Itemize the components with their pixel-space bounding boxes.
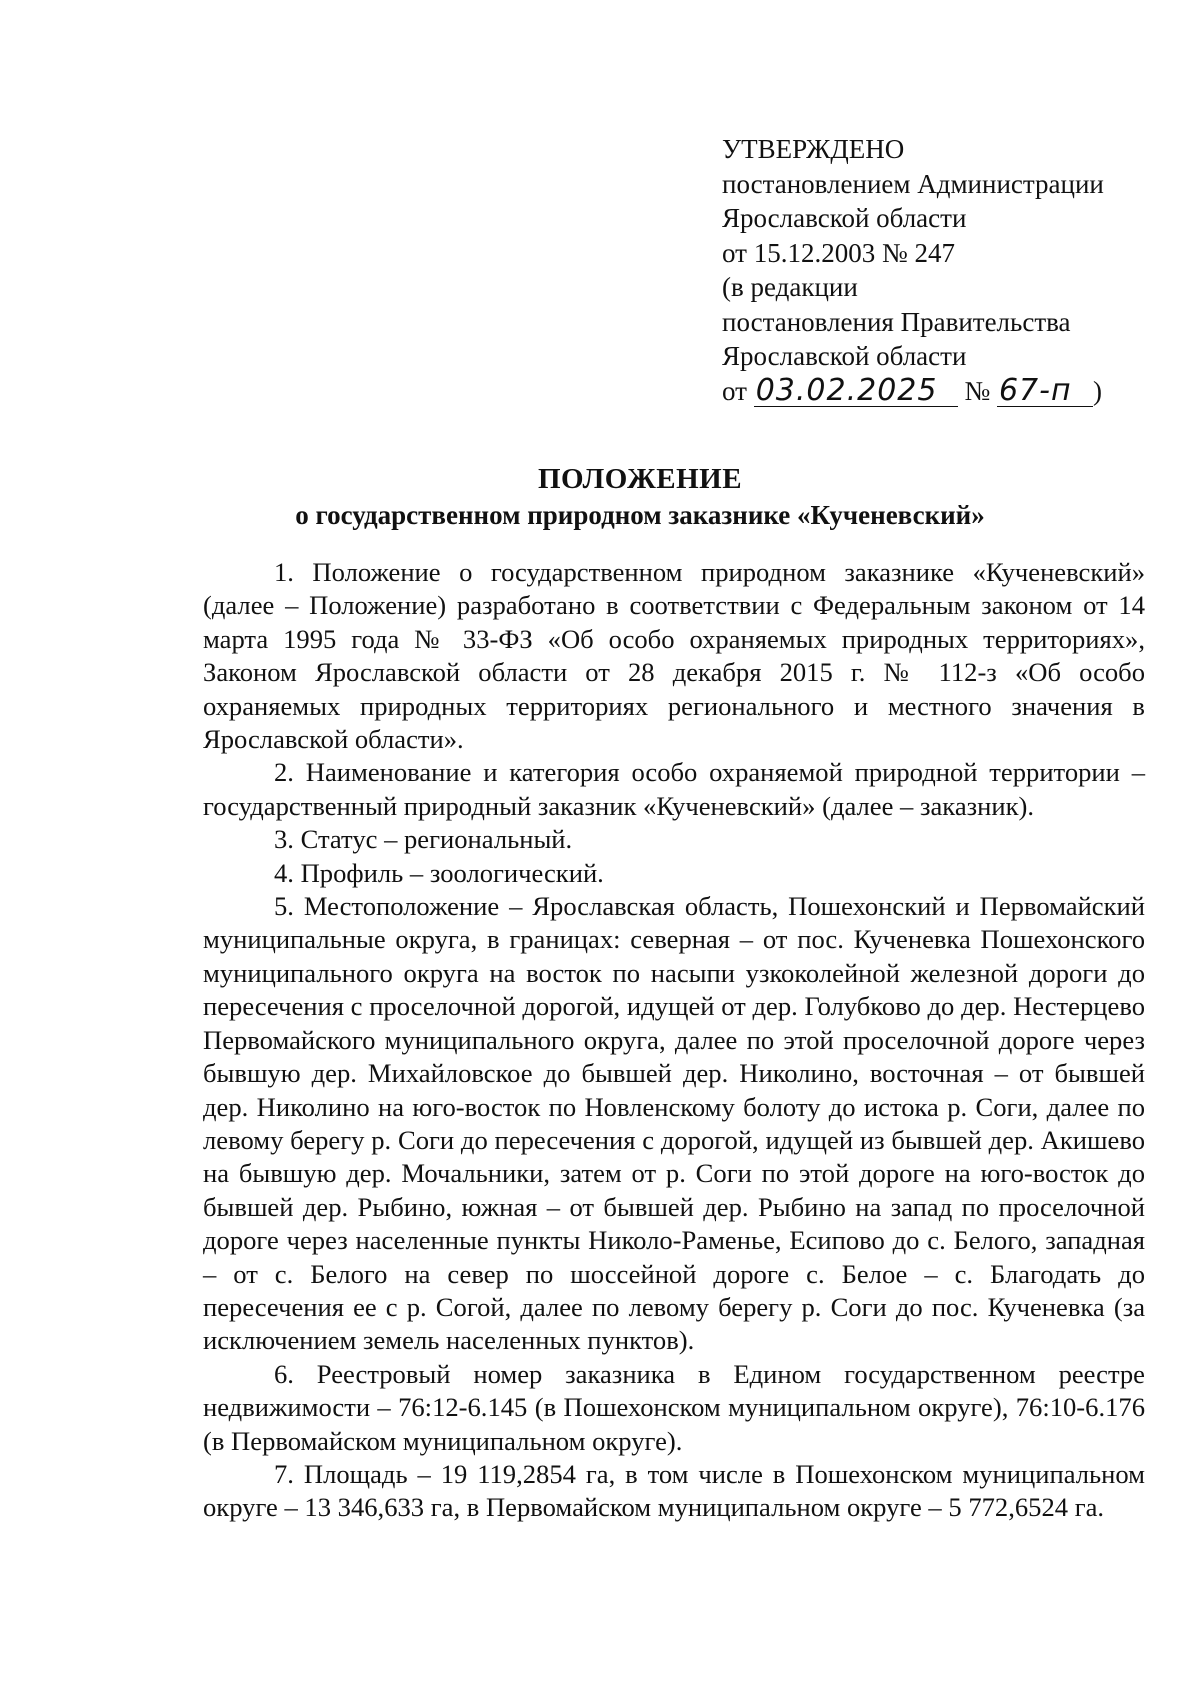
document-title-block [0,461,1200,533]
approval-line-government: постановления Правительства [722,306,1071,337]
number-label: № [964,375,991,406]
paragraph-4: 4. Профиль – зоологический. [274,857,604,888]
handwritten-date: 03.02.2025 [754,376,958,407]
closing-paren: ) [1092,375,1102,406]
approval-line-edition: (в редакции [722,272,858,302]
approval-heading: УТВЕРЖДЕНО [722,134,905,164]
from-label: от [722,375,747,406]
paragraph-1: 1. Положение о государственном природном заказнике «Кученевский» (далее – Положение) разработано в соответствии с Федеральным законом от 14 марта 1995 года № 33-ФЗ «Об особо охраняемых природных территориях», Законом Ярославской области от 28 декабря 2015 г. № 112-з «Об особо охраняемых природных территориях регионального и местного значения в Ярославской области». [203,557,1145,755]
paragraph-5: 5. Местоположение – Ярославская область, Пошехонский и Первомайский муниципальные округа, в границах: северная – от пос. Кученевка Пошехонского муниципального округа на восток по насыпи узкоколейной железной дороги до пересечения с проселочной дорогой, идущей от дер. Голубково до дер. Нестерцево Первомайского муниципального округа, далее по этой проселочной дороге через бывшую дер. Михайловское до бывшей дер. Николино, восточная – от бывшей дер. Николино на юго-восток по Новленскому болоту до истока р. Соги, далее по левому берегу р. Соги до пересечения с дорогой, идущей из бывшей дер. Акишево на бывшую дер. Мочальники, затем от р. Соги по этой дороге на юго-восток до бывшей дер. Рыбино, южная – от бывшей дер. Рыбино на запад по проселочной дороге через населенные пункты Николо-Раменье, Есипово до с. Белого, западная – от с. Белого на север по шоссейной дороге с. Белое – с. Благодать до пересечения ее с р. Согой, далее по левому берегу р. Соги до пос. Кученевка (за исключением земель населенных пунктов). [203,891,1145,1356]
paragraph-6: 6. Реестровый номер заказника в Едином государственном реестре недвижимости – 76:12-6.145 (в Пошехонском муниципальном округе), 76:10-6.176 (в Первомайском муниципальном округе). [203,1358,1145,1456]
approval-line-issuer: постановлением Администрации [722,168,1104,199]
document-body [203,556,1145,1525]
paragraph-7: 7. Площадь – 19 119,2854 га, в том числе в Пошехонском муниципальном округе – 13 346,633 га, в Первомайском муниципальном округе – 5 772,6524 га. [203,1458,1145,1523]
approval-line-amendment [722,374,1142,409]
document-subtitle: о государственном природном заказнике «Кученевский» [295,500,985,530]
approval-line-region-2: Ярославской области [722,341,967,371]
handwritten-number: 67-п [997,376,1093,407]
approval-line-region: Ярославской области [722,203,967,233]
document-title: ПОЛОЖЕНИЕ [537,463,743,495]
paragraph-3: 3. Статус – региональный. [274,824,573,855]
approval-stamp-block [722,132,1142,408]
approval-line-date-number: от 15.12.2003 № 247 [722,237,955,268]
paragraph-2: 2. Наименование и категория особо охраняемой природной территории – государственный природный заказник «Кученевский» (далее – заказник). [203,757,1145,821]
